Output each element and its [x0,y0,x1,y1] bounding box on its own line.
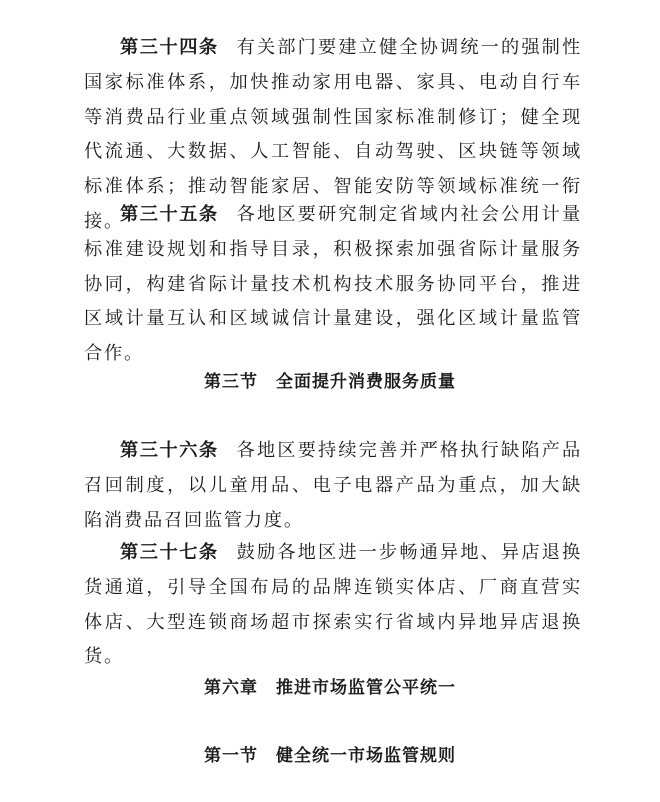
article-number: 第三十六条 [120,440,219,461]
chapter-heading: 第六章 推进市场监管公平统一 [204,678,456,698]
article-text: 鼓励各地区进一步畅通异地、异店退换货通道，引导全国布局的品牌连锁实体店、厂商直营实体店、大型连锁商场超市探索实行省域内异地异店退换货。 [84,542,582,668]
article-number: 第三十四条 [120,37,219,58]
section-heading-2: 第一节 健全统一市场监管规则 [204,746,456,766]
article-37 [84,536,582,675]
article-35 [84,198,582,372]
article-36 [84,434,582,538]
article-text: 有关部门要建立健全协调统一的强制性国家标准体系，加快推动家用电器、家具、电动自行车等消费品行业重点领域强制性国家标准制修订；健全现代流通、大数据、人工智能、自动驾驶、区块链等领域标准体系；推动智能家居、智能安防等领域标准统一衔接。 [84,37,582,232]
section-heading: 第三节 全面提升消费服务质量 [204,372,456,392]
article-number: 第三十五条 [120,204,219,225]
article-number: 第三十七条 [120,542,219,563]
article-text: 各地区要持续完善并严格执行缺陷产品召回制度，以儿童用品、电子电器产品为重点，加大缺陷消费品召回监管力度。 [84,440,582,531]
article-text: 各地区要研究制定省域内社会公用计量标准建设规划和指导目录，积极探索加强省际计量服务协同，构建省际计量技术机构技术服务协同平台，推进区域计量互认和区域诚信计量建设，强化区域计量监管合作。 [84,204,582,365]
